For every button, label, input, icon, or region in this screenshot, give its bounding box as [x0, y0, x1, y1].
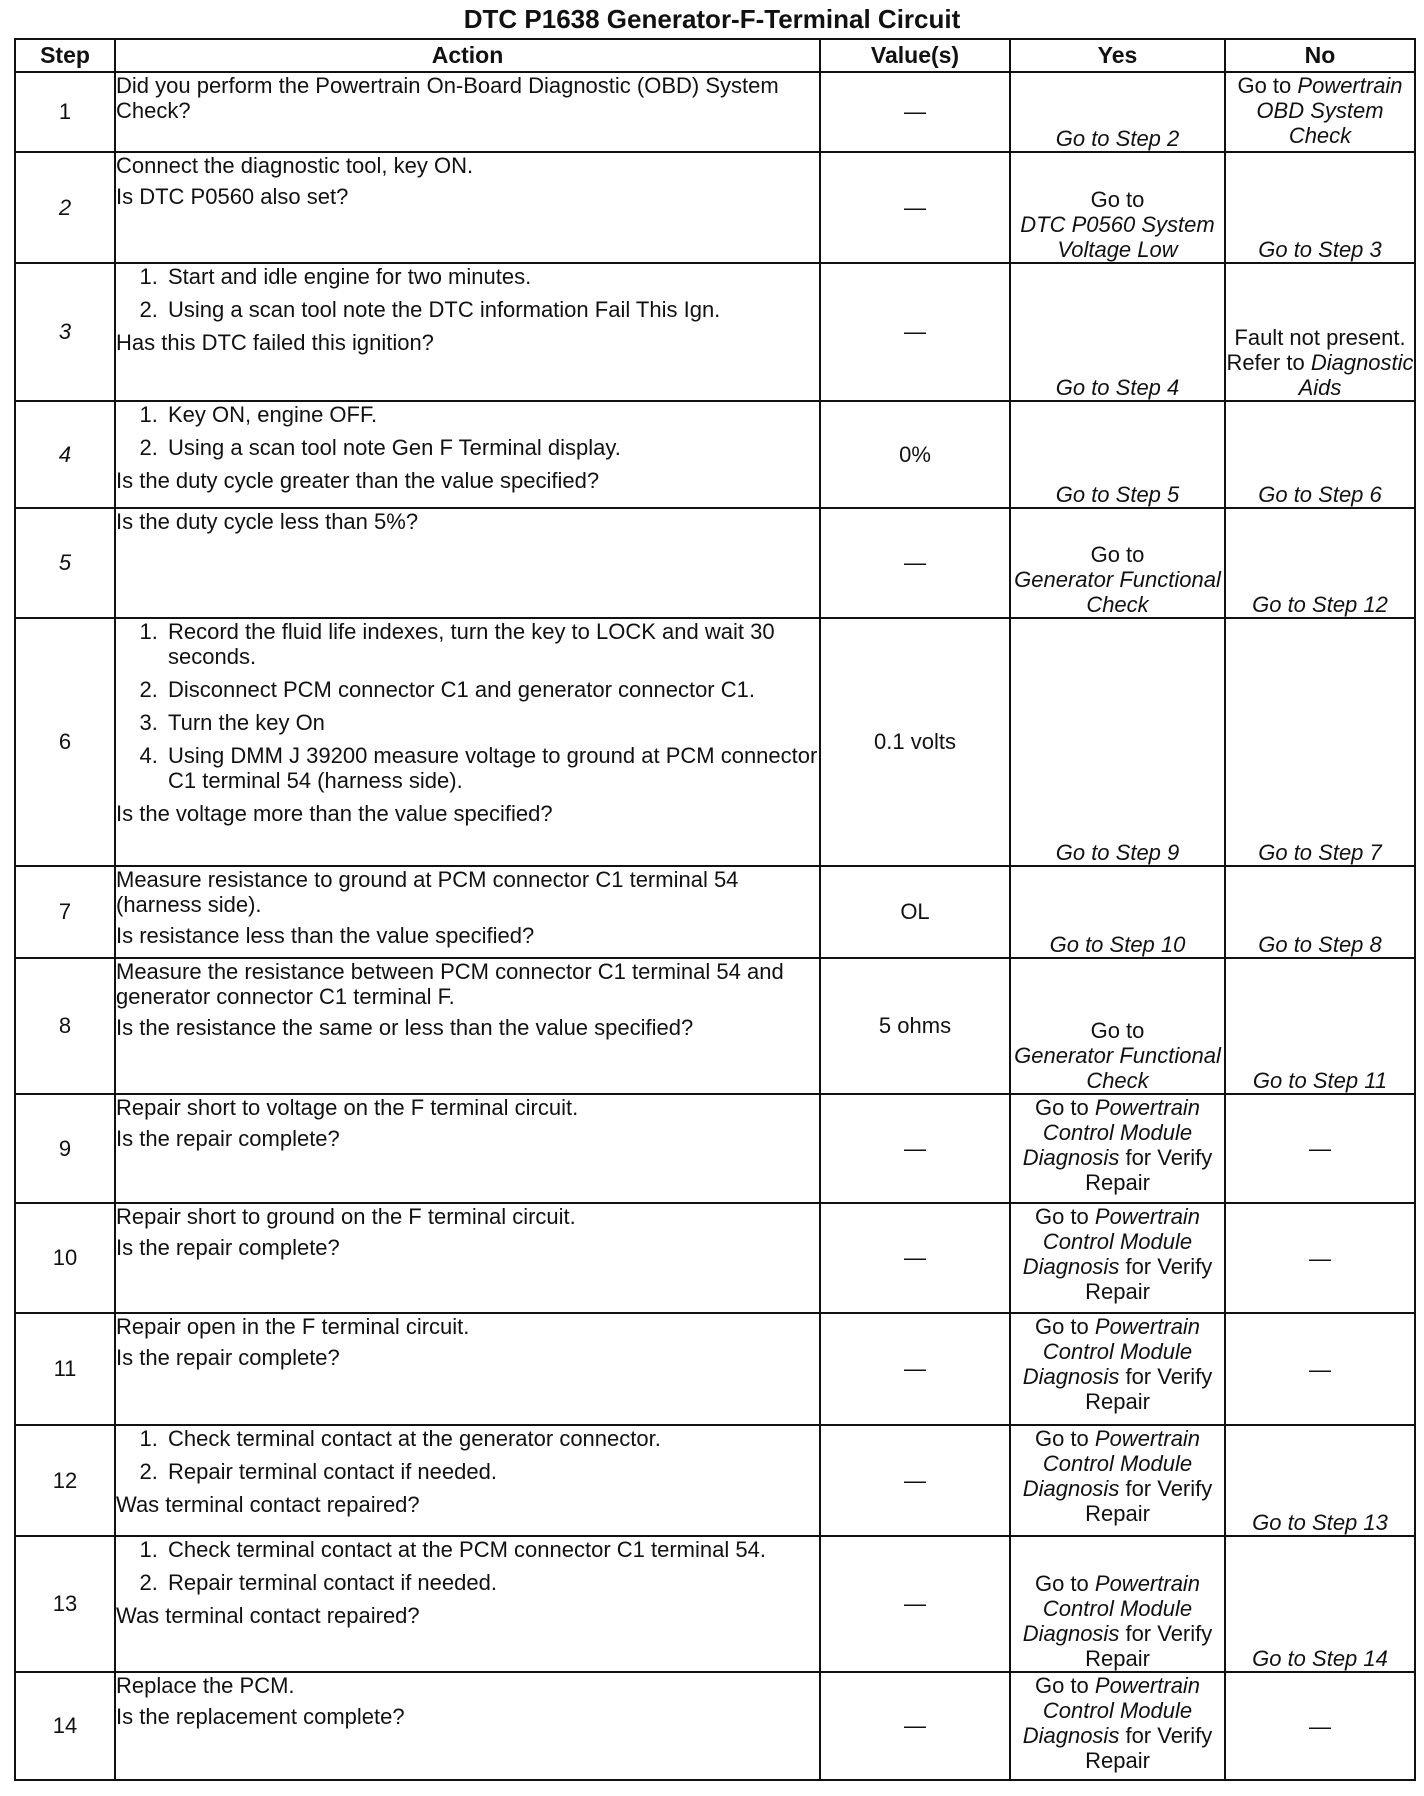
- no-link-text: Diagnostic Aids: [1298, 350, 1414, 400]
- yes-text: Go to: [1034, 1314, 1089, 1339]
- action-list-item: 1. Key ON, engine OFF.: [164, 402, 819, 427]
- yes-suffix-text: for Verify Repair: [1085, 1476, 1213, 1526]
- value-cell: 0%: [820, 401, 1010, 508]
- yes-link-text: Generator Functional Check: [1014, 567, 1221, 617]
- value-cell: —: [820, 1094, 1010, 1203]
- yes-text: Go to: [1090, 187, 1145, 212]
- action-list: [116, 1537, 819, 1595]
- no-cell: [1225, 263, 1415, 401]
- action-cell: [115, 866, 820, 958]
- yes-text: Go to: [1034, 1571, 1089, 1596]
- yes-text: Go to: [1034, 1426, 1089, 1451]
- action-list-item: 3. Turn the key On: [164, 710, 819, 735]
- yes-text: Go to: [1034, 1673, 1089, 1698]
- header-no: No: [1225, 39, 1415, 72]
- yes-cell: Go to Step 10: [1010, 866, 1225, 958]
- yes-cell: Go to Step 9: [1010, 618, 1225, 866]
- step-number: 4: [15, 401, 115, 508]
- action-cell: [115, 1672, 820, 1780]
- no-cell: Go to Step 7: [1225, 618, 1415, 866]
- step-number: 10: [15, 1203, 115, 1313]
- action-text: Repair short to voltage on the F terminal circuit.: [116, 1095, 579, 1120]
- action-list-item: 2. Using a scan tool note the DTC information Fail This Ign.: [164, 297, 819, 322]
- action-question: Is the replacement complete?: [116, 1704, 405, 1729]
- yes-cell: [1010, 958, 1225, 1094]
- page-title: DTC P1638 Generator-F-Terminal Circuit: [463, 4, 961, 34]
- step-number: 9: [15, 1094, 115, 1203]
- action-question: Is the voltage more than the value specified?: [116, 801, 553, 826]
- action-list-item: 1. Start and idle engine for two minutes.: [164, 264, 819, 289]
- table-row: [15, 618, 1415, 866]
- value-cell: —: [820, 1203, 1010, 1313]
- yes-suffix-text: for Verify Repair: [1085, 1621, 1213, 1671]
- action-list: [116, 619, 819, 793]
- table-row: [15, 1425, 1415, 1536]
- no-cell: Go to Step 6: [1225, 401, 1415, 508]
- header-action: Action: [115, 39, 820, 72]
- no-cell: —: [1225, 1672, 1415, 1780]
- step-number: 3: [15, 263, 115, 401]
- yes-cell: [1010, 1203, 1225, 1313]
- action-list-item: 1. Check terminal contact at the PCM connector C1 terminal 54.: [164, 1537, 819, 1562]
- action-cell: [115, 72, 820, 152]
- no-text: Fault not present. Refer to: [1226, 325, 1406, 375]
- step-number: 11: [15, 1313, 115, 1425]
- action-question: Is the duty cycle less than 5%?: [116, 509, 419, 534]
- diagnostic-table: [14, 38, 1416, 1781]
- action-text: Repair open in the F terminal circuit.: [116, 1314, 470, 1339]
- no-cell: Go to Step 8: [1225, 866, 1415, 958]
- yes-link-text: Powertrain Control Module Diagnosis: [1022, 1314, 1201, 1389]
- yes-cell: [1010, 1094, 1225, 1203]
- action-cell: [115, 1313, 820, 1425]
- no-cell: —: [1225, 1313, 1415, 1425]
- action-cell: [115, 1203, 820, 1313]
- action-question: Is DTC P0560 also set?: [116, 184, 349, 209]
- yes-link-text: Powertrain Control Module Diagnosis: [1022, 1095, 1201, 1170]
- value-cell: —: [820, 263, 1010, 401]
- yes-cell: [1010, 1536, 1225, 1672]
- yes-link-text: Powertrain Control Module Diagnosis: [1022, 1426, 1201, 1501]
- yes-link-text: Powertrain Control Module Diagnosis: [1022, 1204, 1201, 1279]
- action-cell: [115, 401, 820, 508]
- table-row: [15, 1094, 1415, 1203]
- no-link-text: Powertrain OBD System Check: [1256, 73, 1403, 148]
- step-number: 14: [15, 1672, 115, 1780]
- action-text: Connect the diagnostic tool, key ON.: [116, 153, 474, 178]
- action-list-item: 1. Check terminal contact at the generator connector.: [164, 1426, 819, 1451]
- table-row: [15, 958, 1415, 1094]
- value-cell: —: [820, 1536, 1010, 1672]
- action-list-item: 1. Record the fluid life indexes, turn the key to LOCK and wait 30 seconds.: [164, 619, 819, 669]
- table-row: [15, 508, 1415, 618]
- table-row: [15, 866, 1415, 958]
- table-row: [15, 152, 1415, 263]
- action-question: Is the repair complete?: [116, 1345, 340, 1370]
- action-list-item: 2. Repair terminal contact if needed.: [164, 1459, 819, 1484]
- action-list-item: 2. Repair terminal contact if needed.: [164, 1570, 819, 1595]
- action-cell: [115, 1094, 820, 1203]
- table-row: [15, 263, 1415, 401]
- yes-cell: [1010, 1672, 1225, 1780]
- no-cell: Go to Step 3: [1225, 152, 1415, 263]
- table-row: [15, 1203, 1415, 1313]
- table-header-row: [15, 39, 1415, 72]
- yes-cell: [1010, 1313, 1225, 1425]
- table-row: [15, 1313, 1415, 1425]
- action-cell: [115, 1536, 820, 1672]
- action-cell: [115, 958, 820, 1094]
- no-cell: —: [1225, 1203, 1415, 1313]
- yes-cell: [1010, 152, 1225, 263]
- action-question: Is the resistance the same or less than the value specified?: [116, 1015, 694, 1040]
- action-question: Is the duty cycle greater than the value specified?: [116, 468, 600, 493]
- yes-suffix-text: for Verify Repair: [1085, 1254, 1213, 1304]
- no-cell: —: [1225, 1094, 1415, 1203]
- step-number: 2: [15, 152, 115, 263]
- step-number: 6: [15, 618, 115, 866]
- action-question: Is the repair complete?: [116, 1235, 340, 1260]
- action-list-item: 2. Using a scan tool note Gen F Terminal display.: [164, 435, 819, 460]
- step-number: 12: [15, 1425, 115, 1536]
- no-cell: Go to Step 13: [1225, 1425, 1415, 1536]
- table-row: [15, 1536, 1415, 1672]
- yes-cell: Go to Step 4: [1010, 263, 1225, 401]
- step-number: 5: [15, 508, 115, 618]
- header-step: Step: [15, 39, 115, 72]
- header-values: Value(s): [820, 39, 1010, 72]
- action-cell: [115, 1425, 820, 1536]
- value-cell: —: [820, 508, 1010, 618]
- yes-suffix-text: for Verify Repair: [1085, 1145, 1213, 1195]
- yes-link-text: Powertrain Control Module Diagnosis: [1022, 1571, 1201, 1646]
- table-row: [15, 72, 1415, 152]
- action-list: [116, 1426, 819, 1484]
- action-text: Did you perform the Powertrain On-Board Diagnostic (OBD) System Check?: [116, 73, 779, 123]
- table-row: [15, 1672, 1415, 1780]
- no-cell: Go to Step 14: [1225, 1536, 1415, 1672]
- action-cell: [115, 618, 820, 866]
- yes-text: Go to: [1090, 1018, 1145, 1043]
- no-cell: [1225, 72, 1415, 152]
- yes-suffix-text: for Verify Repair: [1085, 1723, 1213, 1773]
- yes-cell: [1010, 1425, 1225, 1536]
- action-text: Measure the resistance between PCM connector C1 terminal 54 and generator connector C1 terminal F.: [116, 959, 784, 1009]
- value-cell: —: [820, 1313, 1010, 1425]
- action-question: Is the repair complete?: [116, 1126, 340, 1151]
- yes-cell: Go to Step 2: [1010, 72, 1225, 152]
- action-question: Is resistance less than the value specified?: [116, 923, 535, 948]
- step-number: 13: [15, 1536, 115, 1672]
- action-text: Replace the PCM.: [116, 1673, 295, 1698]
- yes-suffix-text: for Verify Repair: [1085, 1364, 1213, 1414]
- action-text: Measure resistance to ground at PCM connector C1 terminal 54 (harness side).: [116, 867, 739, 917]
- action-cell: [115, 508, 820, 618]
- action-text: Repair short to ground on the F terminal circuit.: [116, 1204, 576, 1229]
- action-list-item: 4. Using DMM J 39200 measure voltage to ground at PCM connector C1 terminal 54 (harness side).: [164, 743, 819, 793]
- step-number: 1: [15, 72, 115, 152]
- header-yes: Yes: [1010, 39, 1225, 72]
- yes-link-text: Powertrain Control Module Diagnosis: [1022, 1673, 1201, 1748]
- no-cell: Go to Step 11: [1225, 958, 1415, 1094]
- action-list: [116, 264, 819, 322]
- action-cell: [115, 152, 820, 263]
- value-cell: OL: [820, 866, 1010, 958]
- action-question: Was terminal contact repaired?: [116, 1492, 420, 1517]
- step-number: 7: [15, 866, 115, 958]
- value-cell: 0.1 volts: [820, 618, 1010, 866]
- yes-link-text: DTC P0560 System Voltage Low: [1020, 212, 1215, 262]
- yes-text: Go to: [1034, 1095, 1089, 1120]
- table-row: [15, 401, 1415, 508]
- no-text: Go to: [1237, 73, 1292, 98]
- action-list-item: 2. Disconnect PCM connector C1 and generator connector C1.: [164, 677, 819, 702]
- value-cell: —: [820, 1425, 1010, 1536]
- yes-text: Go to: [1034, 1204, 1089, 1229]
- yes-cell: Go to Step 5: [1010, 401, 1225, 508]
- value-cell: 5 ohms: [820, 958, 1010, 1094]
- action-list: [116, 402, 819, 460]
- yes-link-text: Generator Functional Check: [1014, 1043, 1221, 1093]
- yes-text: Go to: [1090, 542, 1145, 567]
- value-cell: —: [820, 152, 1010, 263]
- action-question: Has this DTC failed this ignition?: [116, 330, 434, 355]
- no-cell: Go to Step 12: [1225, 508, 1415, 618]
- action-cell: [115, 263, 820, 401]
- yes-cell: [1010, 508, 1225, 618]
- action-question: Was terminal contact repaired?: [116, 1603, 420, 1628]
- step-number: 8: [15, 958, 115, 1094]
- value-cell: —: [820, 72, 1010, 152]
- value-cell: —: [820, 1672, 1010, 1780]
